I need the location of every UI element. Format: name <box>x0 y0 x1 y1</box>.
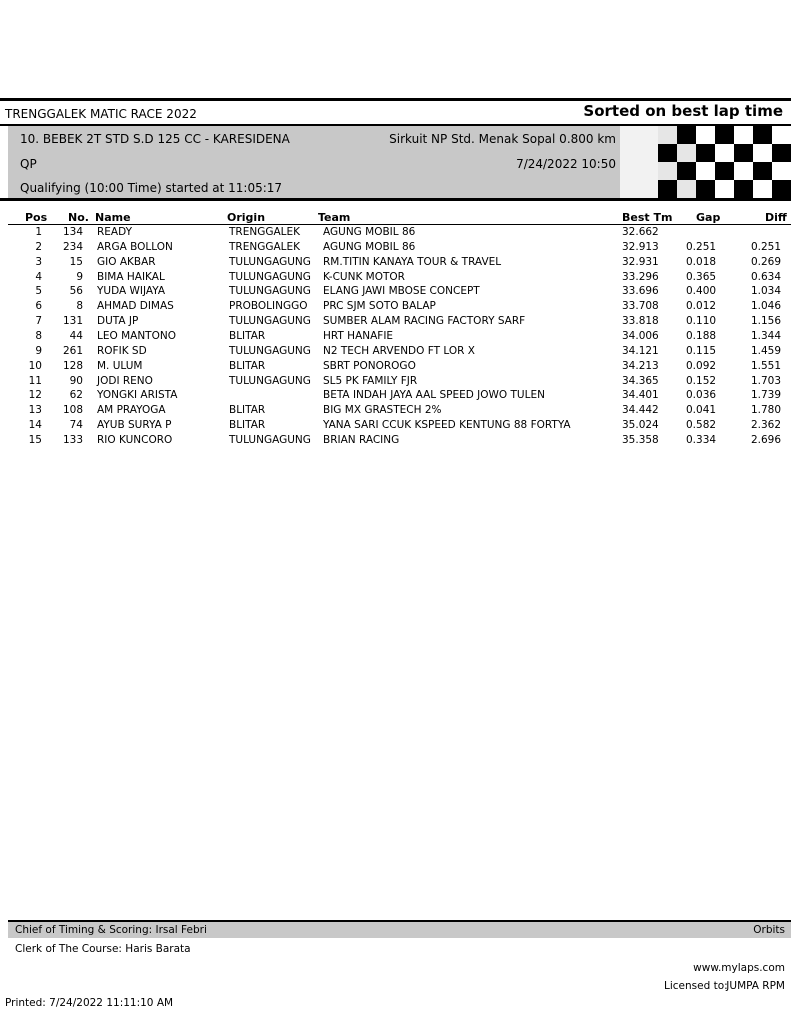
cell-no: 62 <box>69 389 83 402</box>
cell-best: 34.365 <box>622 374 659 387</box>
cell-origin: BLITAR <box>229 404 266 417</box>
session-code: QP <box>20 157 37 171</box>
cell-team: BIG MX GRASTECH 2% <box>323 404 442 417</box>
table-row <box>0 345 791 360</box>
cell-best: 35.358 <box>622 433 659 446</box>
checker-square <box>639 180 658 198</box>
orbits-label: Orbits <box>753 924 785 936</box>
table-row <box>0 404 791 419</box>
col-no-header: No. <box>68 211 89 224</box>
session-description: Qualifying (10:00 Time) started at 11:05:17 <box>20 181 283 195</box>
cell-name: ROFIK SD <box>97 344 147 357</box>
cell-team: PRC SJM SOTO BALAP <box>323 300 436 313</box>
cell-gap: 0.115 <box>686 344 717 357</box>
cell-pos: 4 <box>35 270 42 283</box>
cell-best: 34.401 <box>622 389 659 402</box>
col-name-header: Name <box>95 211 131 224</box>
checker-square <box>620 162 639 180</box>
table-row <box>0 241 791 256</box>
cell-gap: 0.012 <box>686 300 717 313</box>
checker-square <box>696 180 715 198</box>
class-name: 10. BEBEK 2T STD S.D 125 CC - KARESIDENA <box>20 132 290 146</box>
cell-no: 44 <box>69 329 83 342</box>
checker-square <box>734 180 753 198</box>
cell-best: 33.696 <box>622 285 659 298</box>
cell-diff: 1.551 <box>750 359 781 372</box>
cell-best: 33.708 <box>622 300 659 313</box>
cell-diff: 0.634 <box>750 270 781 283</box>
checker-square <box>715 126 734 144</box>
checker-square <box>696 126 715 144</box>
cell-team: K-CUNK MOTOR <box>323 270 405 283</box>
clerk-of-course: Clerk of The Course: Haris Barata <box>15 943 191 955</box>
checker-square <box>753 144 772 162</box>
cell-team: BRIAN RACING <box>323 433 400 446</box>
cell-origin: BLITAR <box>229 419 266 432</box>
cell-best: 33.296 <box>622 270 659 283</box>
cell-name: READY <box>97 226 133 238</box>
checker-square <box>620 144 639 162</box>
table-row <box>0 419 791 434</box>
band-bottom-rule <box>0 198 791 201</box>
cell-name: RIO KUNCORO <box>97 433 173 446</box>
checker-square <box>658 180 677 198</box>
cell-origin: PROBOLINGGO <box>229 300 308 313</box>
checker-square <box>658 126 677 144</box>
checker-square <box>734 144 753 162</box>
cell-pos: 2 <box>35 240 42 253</box>
top-rule <box>0 98 791 101</box>
cell-no: 9 <box>76 270 83 283</box>
cell-best: 32.662 <box>622 226 659 238</box>
cell-no: 261 <box>62 344 83 357</box>
cell-best: 34.213 <box>622 359 659 372</box>
checker-square <box>620 126 639 144</box>
cell-team: YANA SARI CCUK KSPEED KENTUNG 88 FORTYA <box>323 419 571 432</box>
cell-name: AM PRAYOGA <box>97 404 166 417</box>
session-datetime: 7/24/2022 10:50 <box>516 157 616 171</box>
cell-no: 56 <box>69 285 83 298</box>
cell-pos: 1 <box>35 226 42 238</box>
cell-pos: 12 <box>28 389 42 402</box>
cell-diff: 1.344 <box>750 329 781 342</box>
checker-square <box>677 162 696 180</box>
cell-origin: TULUNGAGUNG <box>229 344 311 357</box>
cell-name: GIO AKBAR <box>97 255 156 268</box>
cell-team: RM.TITIN KANAYA TOUR & TRAVEL <box>323 255 502 268</box>
cell-team: HRT HANAFIE <box>323 329 394 342</box>
cell-origin: TULUNGAGUNG <box>229 374 311 387</box>
cell-name: YUDA WIJAYA <box>97 285 166 298</box>
table-row <box>0 360 791 375</box>
checker-square <box>772 180 791 198</box>
cell-origin: TRENGGALEK <box>229 226 301 238</box>
checker-square <box>772 162 791 180</box>
cell-name: AYUB SURYA P <box>97 419 172 432</box>
cell-best: 32.913 <box>622 240 659 253</box>
cell-gap: 0.400 <box>686 285 717 298</box>
table-row <box>0 226 791 241</box>
sort-label: Sorted on best lap time <box>583 102 783 120</box>
cell-no: 133 <box>62 433 83 446</box>
col-pos-header: Pos <box>25 211 48 224</box>
cell-gap: 0.152 <box>686 374 717 387</box>
cell-diff: 0.251 <box>750 240 781 253</box>
checker-square <box>696 162 715 180</box>
col-team-header: Team <box>318 211 351 224</box>
cell-gap: 0.582 <box>686 419 717 432</box>
chief-of-timing: Chief of Timing & Scoring: Irsal Febri <box>15 924 207 936</box>
session-info-band <box>8 126 620 198</box>
checker-square <box>715 144 734 162</box>
cell-gap: 0.110 <box>686 315 717 328</box>
cell-gap: 0.334 <box>686 433 717 446</box>
cell-team: SL5 PK FAMILY FJR <box>323 374 418 387</box>
cell-gap: 0.041 <box>686 404 717 417</box>
checker-square <box>753 162 772 180</box>
checker-square <box>677 126 696 144</box>
cell-team: N2 TECH ARVENDO FT LOR X <box>323 344 475 357</box>
cell-pos: 14 <box>28 419 42 432</box>
cell-diff: 2.362 <box>750 419 781 432</box>
checker-square <box>658 144 677 162</box>
checker-square <box>620 180 639 198</box>
checker-square <box>677 144 696 162</box>
cell-pos: 9 <box>35 344 42 357</box>
cell-no: 234 <box>62 240 83 253</box>
checker-square <box>639 162 658 180</box>
circuit-name: Sirkuit NP Std. Menak Sopal 0.800 km <box>389 132 616 146</box>
cell-name: JODI RENO <box>97 374 153 387</box>
cell-team: AGUNG MOBIL 86 <box>323 240 416 253</box>
col-gap-header: Gap <box>696 211 721 224</box>
table-row <box>0 285 791 300</box>
cell-gap: 0.092 <box>686 359 717 372</box>
cell-origin: TULUNGAGUNG <box>229 255 311 268</box>
cell-diff: 1.046 <box>750 300 781 313</box>
cell-pos: 15 <box>28 433 42 446</box>
cell-name: AHMAD DIMAS <box>97 300 174 313</box>
cell-no: 108 <box>62 404 83 417</box>
cell-pos: 11 <box>28 374 42 387</box>
cell-pos: 8 <box>35 329 42 342</box>
cell-name: YONGKI ARISTA <box>97 389 178 402</box>
cell-origin: BLITAR <box>229 359 266 372</box>
cell-diff: 2.696 <box>750 433 781 446</box>
cell-best: 33.818 <box>622 315 659 328</box>
footer-band <box>8 922 791 938</box>
cell-team: SBRT PONOROGO <box>323 359 416 372</box>
cell-origin: TULUNGAGUNG <box>229 433 311 446</box>
checker-square <box>734 126 753 144</box>
cell-diff: 1.034 <box>750 285 781 298</box>
cell-diff: 1.739 <box>750 389 781 402</box>
cell-diff: 1.156 <box>750 315 781 328</box>
table-row <box>0 271 791 286</box>
cell-no: 74 <box>69 419 83 432</box>
checker-square <box>772 144 791 162</box>
cell-name: DUTA JP <box>97 315 139 328</box>
cell-pos: 13 <box>28 404 42 417</box>
table-row <box>0 300 791 315</box>
printed-timestamp: Printed: 7/24/2022 11:11:10 AM <box>5 997 174 1009</box>
cell-team: ELANG JAWI MBOSE CONCEPT <box>323 285 480 298</box>
cell-origin: TRENGGALEK <box>229 240 301 253</box>
cell-best: 32.931 <box>622 255 659 268</box>
checker-square <box>734 162 753 180</box>
licensed-label: Licensed to: <box>664 980 728 992</box>
cell-name: BIMA HAIKAL <box>97 270 165 283</box>
cell-best: 34.006 <box>622 329 659 342</box>
table-row <box>0 375 791 390</box>
cell-diff: 0.269 <box>750 255 781 268</box>
table-row <box>0 389 791 404</box>
cell-origin: TULUNGAGUNG <box>229 270 311 283</box>
cell-no: 15 <box>69 255 83 268</box>
website-link[interactable]: www.mylaps.com <box>693 962 785 974</box>
cell-gap: 0.188 <box>686 329 717 342</box>
cell-name: ARGA BOLLON <box>97 240 173 253</box>
event-title: TRENGGALEK MATIC RACE 2022 <box>5 107 197 121</box>
checkered-flag-graphic <box>620 126 791 198</box>
cell-best: 34.121 <box>622 344 659 357</box>
checker-square <box>639 144 658 162</box>
checker-square <box>639 126 658 144</box>
cell-team: BETA INDAH JAYA AAL SPEED JOWO TULEN <box>323 389 545 402</box>
cell-team: AGUNG MOBIL 86 <box>323 226 416 238</box>
checker-square <box>658 162 677 180</box>
cell-pos: 7 <box>35 315 42 328</box>
col-best-header: Best Tm <box>622 211 673 224</box>
checker-square <box>753 126 772 144</box>
cell-diff: 1.459 <box>750 344 781 357</box>
cell-diff: 1.780 <box>750 404 781 417</box>
cell-no: 90 <box>69 374 83 387</box>
cell-name: M. ULUM <box>97 359 143 372</box>
checker-square <box>715 180 734 198</box>
cell-no: 8 <box>76 300 83 313</box>
col-diff-header: Diff <box>765 211 787 224</box>
cell-team: SUMBER ALAM RACING FACTORY SARF <box>323 315 526 328</box>
cell-best: 34.442 <box>622 404 659 417</box>
cell-name: LEO MANTONO <box>97 329 176 342</box>
checker-square <box>715 162 734 180</box>
cell-origin: TULUNGAGUNG <box>229 285 311 298</box>
cell-best: 35.024 <box>622 419 659 432</box>
cell-no: 128 <box>62 359 83 372</box>
cell-no: 134 <box>62 226 83 238</box>
table-row <box>0 315 791 330</box>
cell-no: 131 <box>62 315 83 328</box>
checker-square <box>696 144 715 162</box>
checker-square <box>677 180 696 198</box>
table-row <box>0 256 791 271</box>
cell-gap: 0.251 <box>686 240 717 253</box>
cell-pos: 10 <box>28 359 42 372</box>
table-row <box>0 434 791 449</box>
table-row <box>0 330 791 345</box>
cell-pos: 5 <box>35 285 42 298</box>
checker-square <box>772 126 791 144</box>
cell-gap: 0.036 <box>686 389 717 402</box>
cell-origin: BLITAR <box>229 329 266 342</box>
checker-square <box>753 180 772 198</box>
licensee-name: JUMPA RPM <box>726 980 785 992</box>
columns-rule <box>8 224 791 225</box>
cell-pos: 6 <box>35 300 42 313</box>
cell-gap: 0.365 <box>686 270 717 283</box>
cell-pos: 3 <box>35 255 42 268</box>
cell-gap: 0.018 <box>686 255 717 268</box>
cell-origin: TULUNGAGUNG <box>229 315 311 328</box>
col-origin-header: Origin <box>227 211 266 224</box>
cell-diff: 1.703 <box>750 374 781 387</box>
